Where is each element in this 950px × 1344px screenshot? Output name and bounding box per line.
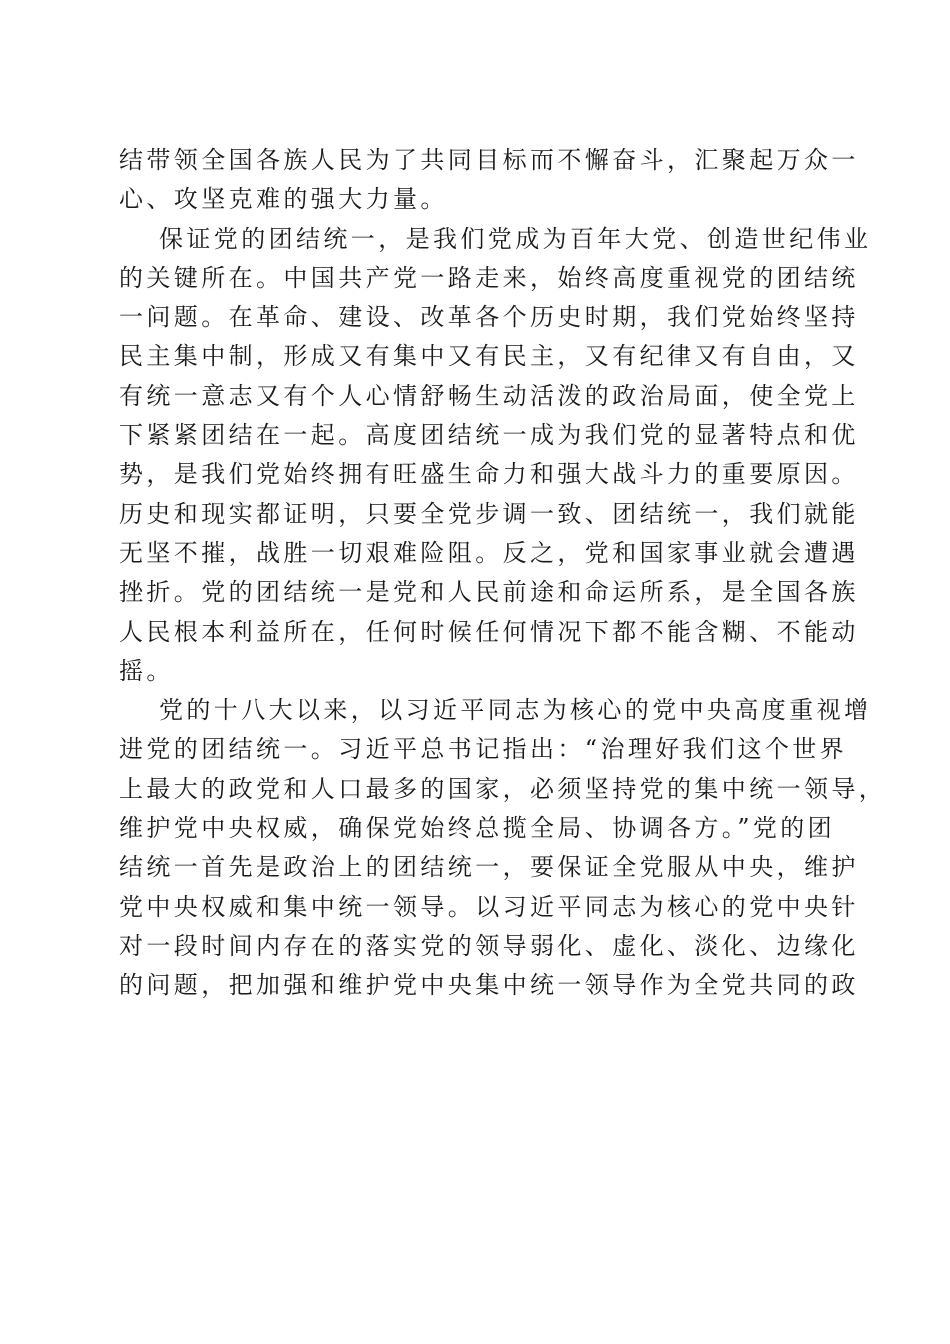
text-line: 的关键所在。中国共产党一路走来，始终高度重视党的团结统 — [119, 263, 859, 292]
text-line: 进党的团结统一。习近平总书记指出：“治理好我们这个世界 — [119, 735, 848, 764]
text-line: 结带领全国各族人民为了共同目标而不懈奋斗，汇聚起万众一 — [119, 146, 859, 174]
text-line: 心、攻坚克难的强大力量。 — [119, 185, 448, 214]
text-line: 上最大的政党和人口最多的国家，必须坚持党的集中统一领导， — [119, 774, 887, 803]
text-line: 无坚不摧，战胜一切艰难险阻。反之，党和国家事业就会遭遇 — [119, 538, 859, 567]
text-line: 结统一首先是政治上的团结统一，要保证全党服从中央，维护 — [119, 853, 859, 882]
text-line: 党中央权威和集中统一领导。以习近平同志为核心的党中央针 — [119, 892, 859, 921]
text-line: 势，是我们党始终拥有旺盛生命力和强大战斗力的重要原因。 — [119, 460, 859, 489]
text-line: 下紧紧团结在一起。高度团结统一成为我们党的显著特点和优 — [119, 421, 859, 450]
text-line: 一问题。在革命、建设、改革各个历史时期，我们党始终坚持 — [119, 303, 859, 332]
text-line: 维护党中央权威，确保党始终总揽全局、协调各方。”党的团 — [119, 814, 836, 843]
text-line: 民主集中制，形成又有集中又有民主，又有纪律又有自由，又 — [119, 342, 859, 371]
text-line: 挫折。党的团结统一是党和人民前途和命运所系，是全国各族 — [119, 578, 859, 607]
text-line: 有统一意志又有个人心情舒畅生动活泼的政治局面，使全党上 — [119, 381, 859, 410]
text-line: 人民根本利益所在，任何时候任何情况下都不能含糊、不能动 — [119, 617, 859, 646]
text-line: 历史和现实都证明，只要全党步调一致、团结统一，我们就能 — [119, 499, 859, 528]
paragraph-start-line: 保证党的团结统一，是我们党成为百年大党、创造世纪伟业 — [159, 224, 872, 253]
body-text — [119, 141, 887, 1006]
text-line: 摇。 — [119, 656, 174, 685]
paragraph-start-line: 党的十八大以来，以习近平同志为核心的党中央高度重视增 — [159, 696, 872, 725]
text-line: 对一段时间内存在的落实党的领导弱化、虚化、淡化、边缘化 — [119, 931, 859, 960]
text-line: 的问题，把加强和维护党中央集中统一领导作为全党共同的政 — [119, 971, 859, 1000]
